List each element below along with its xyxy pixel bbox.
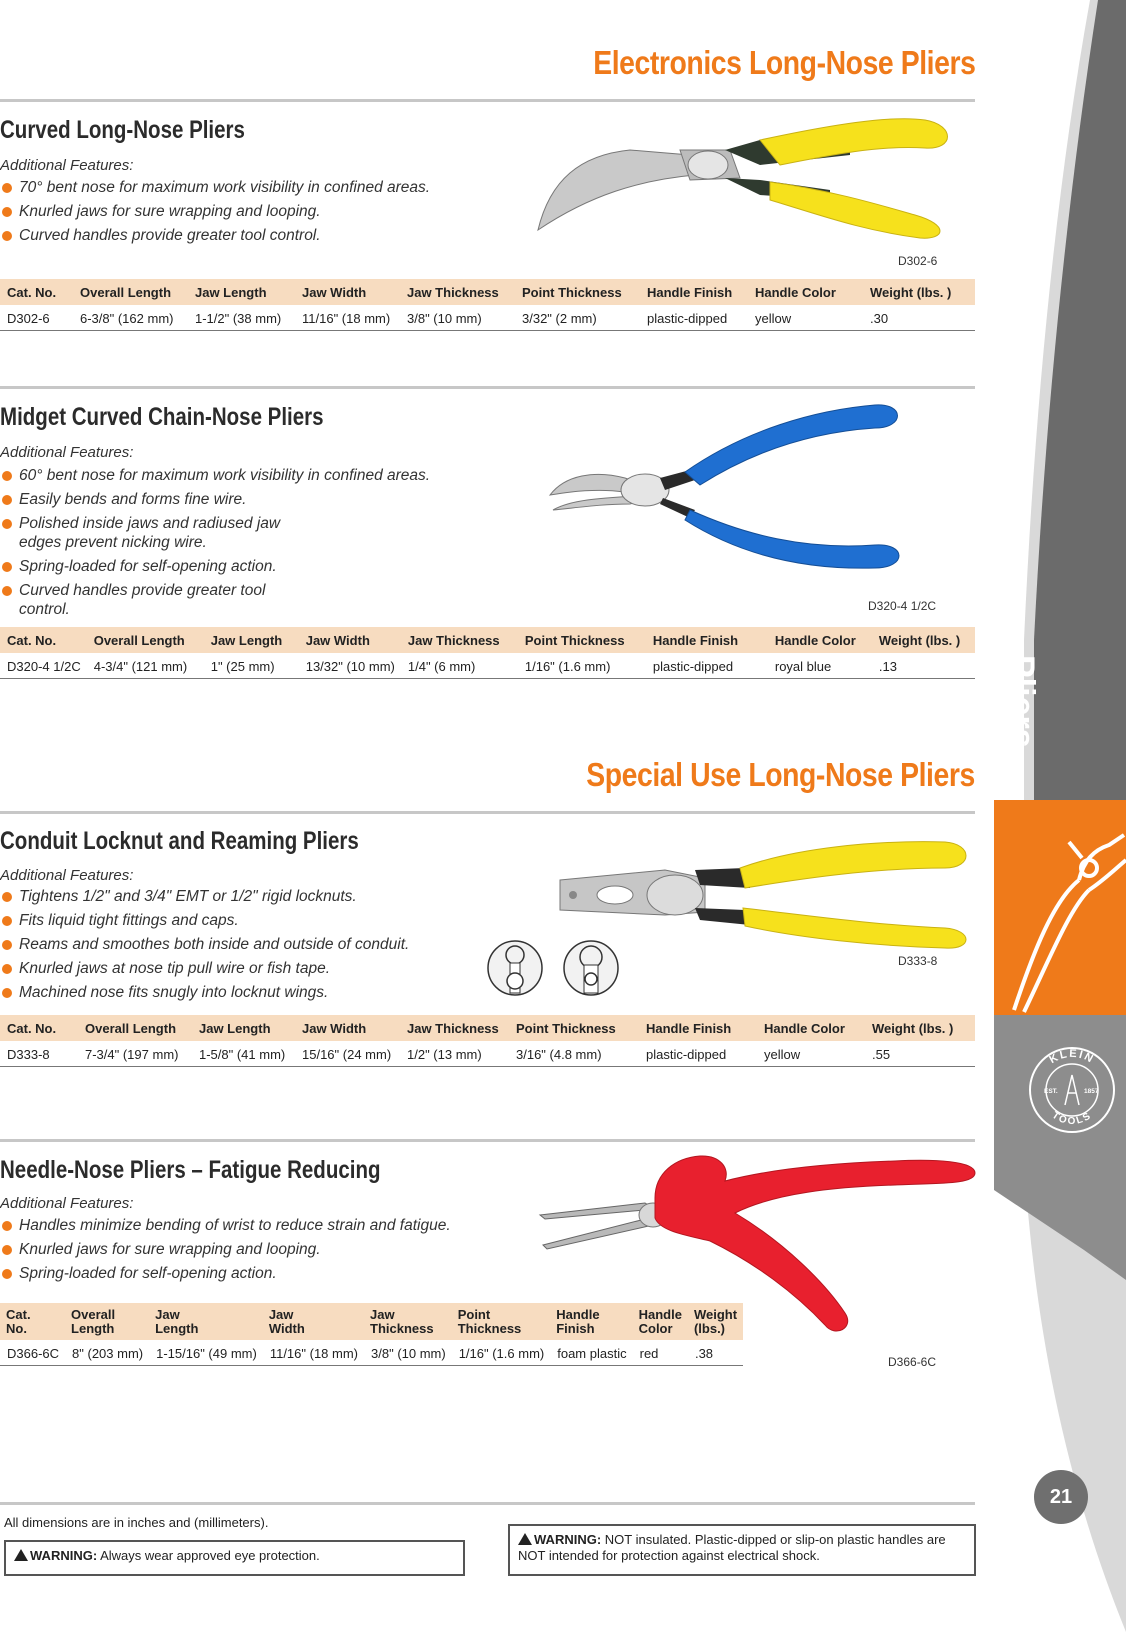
- column-header: Handle Color: [768, 627, 872, 653]
- column-header: Weight (lbs.): [688, 1303, 743, 1340]
- feature-item: Polished inside jaws and radiused jaw edges prevent nicking wire.: [0, 514, 320, 552]
- table-cell: red: [633, 1340, 688, 1366]
- spec-table: [0, 279, 975, 331]
- divider: [0, 1139, 975, 1142]
- warning-label: WARNING:: [534, 1532, 602, 1547]
- feature-item: Easily bends and forms fine wire.: [0, 490, 320, 509]
- table-header-row: [0, 279, 975, 305]
- table-cell: yellow: [757, 1041, 865, 1067]
- table-header-row: [0, 1303, 743, 1340]
- catalog-label: D366-6C: [888, 1355, 937, 1369]
- additional-features-label: Additional Features:: [0, 1195, 134, 1212]
- section-tab-label: Pliers: [1003, 655, 1041, 748]
- chain-nose-pliers-image: [545, 400, 915, 570]
- column-header: Jaw Length: [188, 279, 295, 305]
- feature-item: Handles minimize bending of wrist to reduce strain and fatigue.: [0, 1216, 451, 1235]
- table-cell: 1" (25 mm): [204, 653, 299, 679]
- column-header: Jaw Thickness: [400, 279, 515, 305]
- table-cell: yellow: [748, 305, 863, 331]
- table-cell: D366-6C: [0, 1340, 65, 1366]
- column-header: Jaw Width: [299, 627, 401, 653]
- column-header: Point Thickness: [509, 1015, 639, 1041]
- warning-icon: [518, 1533, 532, 1545]
- table-cell: .30: [863, 305, 975, 331]
- column-header: Handle Color: [633, 1303, 688, 1340]
- divider: [0, 386, 975, 389]
- catalog-label: D302-6: [898, 254, 938, 268]
- catalog-label: D333-8: [898, 954, 938, 968]
- table-cell: foam plastic: [550, 1340, 632, 1366]
- table-cell: D320-4 1/2C: [0, 653, 87, 679]
- feature-item: Spring-loaded for self-opening action.: [0, 557, 320, 576]
- feature-item: Curved handles provide greater tool control.: [0, 581, 320, 619]
- feature-item: Fits liquid tight fittings and caps.: [0, 911, 409, 930]
- column-header: Jaw Width: [295, 1015, 400, 1041]
- table-row: [0, 305, 975, 331]
- column-header: Overall Length: [73, 279, 188, 305]
- table-row: [0, 653, 975, 679]
- column-header: Jaw Thickness: [400, 1015, 509, 1041]
- column-header: Weight (lbs. ): [872, 627, 975, 653]
- table-cell: 1/16" (1.6 mm): [518, 653, 646, 679]
- logo-est: EST.: [1044, 1088, 1058, 1095]
- table-cell: 11/16" (18 mm): [263, 1340, 364, 1366]
- table-cell: plastic-dipped: [646, 653, 768, 679]
- spec-table: [0, 1303, 743, 1366]
- column-header: Jaw Width: [295, 279, 400, 305]
- feature-list: [0, 178, 430, 250]
- column-header: Weight (lbs. ): [863, 279, 975, 305]
- sidebar-graphic: [994, 0, 1126, 1632]
- column-header: Point Thickness: [518, 627, 646, 653]
- page-number: 21: [1034, 1470, 1088, 1524]
- additional-features-label: Additional Features:: [0, 867, 134, 884]
- divider: [0, 811, 975, 814]
- table-cell: .38: [688, 1340, 743, 1366]
- table-row: [0, 1340, 743, 1366]
- column-header: Handle Finish: [550, 1303, 632, 1340]
- logo-year: 1857: [1084, 1088, 1099, 1095]
- table-cell: .55: [865, 1041, 975, 1067]
- column-header: Point Thickness: [452, 1303, 551, 1340]
- table-cell: 15/16" (24 mm): [295, 1041, 400, 1067]
- table-cell: 1-15/16" (49 mm): [149, 1340, 263, 1366]
- column-header: Jaw Thickness: [401, 627, 518, 653]
- additional-features-label: Additional Features:: [0, 444, 134, 461]
- feature-list: [0, 887, 409, 1007]
- column-header: Handle Finish: [646, 627, 768, 653]
- table-header-row: [0, 1015, 975, 1041]
- locknut-diagram-1: [486, 939, 544, 997]
- feature-item: Reams and smoothes both inside and outside of conduit.: [0, 935, 409, 954]
- table-cell: 3/8" (10 mm): [364, 1340, 452, 1366]
- table-cell: 3/32" (2 mm): [515, 305, 640, 331]
- column-header: Cat. No.: [0, 279, 73, 305]
- warning-icon: [14, 1549, 28, 1561]
- column-header: Handle Color: [757, 1015, 865, 1041]
- column-header: Handle Finish: [639, 1015, 757, 1041]
- warning-text: Always wear approved eye protection.: [100, 1548, 320, 1563]
- column-header: Overall Length: [78, 1015, 192, 1041]
- warning-label: WARNING:: [30, 1548, 98, 1563]
- table-cell: 8" (203 mm): [65, 1340, 149, 1366]
- feature-item: Spring-loaded for self-opening action.: [0, 1264, 451, 1283]
- table-cell: plastic-dipped: [639, 1041, 757, 1067]
- column-header: Cat. No.: [0, 1303, 65, 1340]
- table-cell: 7-3/4" (197 mm): [78, 1041, 192, 1067]
- spec-table: [0, 1015, 975, 1067]
- table-cell: 1/4" (6 mm): [401, 653, 518, 679]
- logo-top-text: KLEIN: [1047, 1047, 1097, 1067]
- feature-item: Knurled jaws for sure wrapping and looping.: [0, 202, 430, 221]
- column-header: Overall Length: [87, 627, 204, 653]
- table-cell: royal blue: [768, 653, 872, 679]
- column-header: Point Thickness: [515, 279, 640, 305]
- table-header-row: [0, 627, 975, 653]
- column-header: Jaw Length: [149, 1303, 263, 1340]
- curved-pliers-image: [530, 110, 960, 240]
- svg-text:TOOLS: [1050, 1110, 1094, 1127]
- footer-divider: [0, 1502, 975, 1505]
- column-header: Jaw Length: [204, 627, 299, 653]
- feature-item: 70° bent nose for maximum work visibility in confined areas.: [0, 178, 430, 197]
- warning-text: NOT insulated. Plastic-dipped or slip-on plastic handles are NOT intended for protection against electrical shock.: [518, 1532, 946, 1563]
- feature-list: [0, 1216, 451, 1288]
- logo-bottom-text: TOOLS: [1049, 1109, 1095, 1128]
- warning-eye-protection: [4, 1540, 465, 1576]
- product-title: Conduit Locknut and Reaming Pliers: [0, 827, 359, 855]
- feature-list: [0, 466, 431, 624]
- column-header: Jaw Width: [263, 1303, 364, 1340]
- column-header: Cat. No.: [0, 1015, 78, 1041]
- section-title-electronics: Electronics Long-Nose Pliers: [592, 44, 975, 81]
- table-cell: plastic-dipped: [640, 305, 748, 331]
- product-title: Curved Long-Nose Pliers: [0, 116, 245, 144]
- divider: [0, 99, 975, 102]
- table-cell: 13/32" (10 mm): [299, 653, 401, 679]
- column-header: Cat. No.: [0, 627, 87, 653]
- column-header: Handle Color: [748, 279, 863, 305]
- table-cell: 1-1/2" (38 mm): [188, 305, 295, 331]
- column-header: Weight (lbs. ): [865, 1015, 975, 1041]
- locknut-diagram-2: [562, 939, 620, 997]
- table-cell: 1/16" (1.6 mm): [452, 1340, 551, 1366]
- feature-item: Knurled jaws for sure wrapping and looping.: [0, 1240, 451, 1259]
- table-row: [0, 1041, 975, 1067]
- feature-item: Knurled jaws at nose tip pull wire or fish tape.: [0, 959, 409, 978]
- table-cell: 3/16" (4.8 mm): [509, 1041, 639, 1067]
- table-cell: D333-8: [0, 1041, 78, 1067]
- column-header: Jaw Thickness: [364, 1303, 452, 1340]
- table-cell: 11/16" (18 mm): [295, 305, 400, 331]
- product-title: Needle-Nose Pliers – Fatigue Reducing: [0, 1156, 381, 1184]
- column-header: Overall Length: [65, 1303, 149, 1340]
- feature-item: Machined nose fits snugly into locknut wings.: [0, 983, 409, 1002]
- table-cell: 6-3/8" (162 mm): [73, 305, 188, 331]
- conduit-pliers-image: [555, 840, 975, 950]
- table-cell: 4-3/4" (121 mm): [87, 653, 204, 679]
- klein-logo: [1027, 1045, 1117, 1135]
- warning-not-insulated: [508, 1524, 976, 1576]
- table-cell: 3/8" (10 mm): [400, 305, 515, 331]
- feature-item: Curved handles provide greater tool control.: [0, 226, 430, 245]
- feature-item: Tightens 1/2" and 3/4" EMT or 1/2" rigid locknuts.: [0, 887, 409, 906]
- additional-features-label: Additional Features:: [0, 157, 134, 174]
- table-cell: 1/2" (13 mm): [400, 1041, 509, 1067]
- catalog-label: D320-4 1/2C: [868, 599, 937, 613]
- column-header: Handle Finish: [640, 279, 748, 305]
- table-cell: D302-6: [0, 305, 73, 331]
- spec-table: [0, 627, 975, 679]
- product-title: Midget Curved Chain-Nose Pliers: [0, 403, 324, 431]
- section-title-special-use: Special Use Long-Nose Pliers: [586, 756, 975, 793]
- table-cell: 1-5/8" (41 mm): [192, 1041, 295, 1067]
- column-header: Jaw Length: [192, 1015, 295, 1041]
- dimensions-note: All dimensions are in inches and (millimeters).: [4, 1515, 269, 1530]
- feature-item: 60° bent nose for maximum work visibility in confined areas.: [0, 466, 320, 485]
- table-cell: .13: [872, 653, 975, 679]
